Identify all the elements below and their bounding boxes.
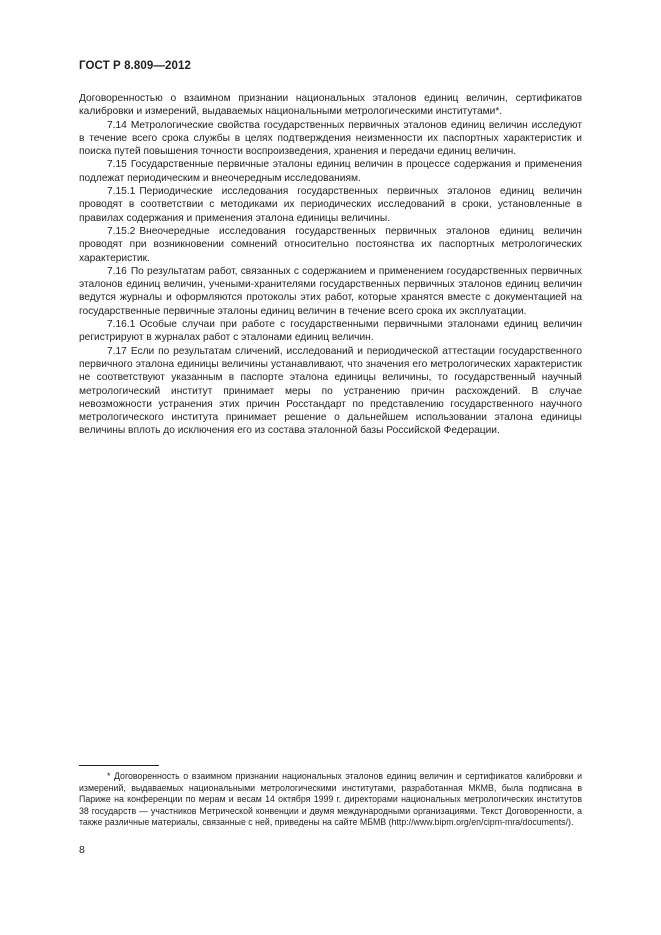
paragraph-7-14	[79, 119, 582, 159]
paragraph-7-16	[79, 265, 582, 318]
paragraph-number: 7.15	[107, 159, 127, 171]
paragraph-text: По результатам работ, связанных с содержанием и применением государственных первичных эталонов единиц величин, учеными-хранителями государственных первичных эталонов единиц величин ведутся журналы и оформляются протоколы этих работ, которые хранятся вместе с документацией на государственные первичные эталоны единиц величин в течение всего срока их эксплуатации.	[79, 265, 582, 317]
paragraph-text: Государственные первичные эталоны единиц величин в процессе содержания и применения подлежат периодическим и внеочередным исследованиям.	[79, 159, 582, 184]
footnote-divider	[79, 765, 159, 766]
paragraph-number: 7.15.2	[107, 225, 136, 237]
paragraph-7-16-1	[79, 318, 582, 345]
document-header: ГОСТ Р 8.809—2012	[79, 60, 191, 72]
paragraph-7-17	[79, 345, 582, 438]
paragraph-text: Договоренностью о взаимном признании национальных эталонов единиц величин, сертификатов калибровки и измерений, выдаваемых национальными метрологическими институтами*.	[79, 93, 582, 118]
paragraph-continuation	[79, 92, 582, 119]
paragraph-number: 7.15.1	[107, 186, 136, 198]
paragraph-number: 7.16.1	[107, 319, 136, 331]
paragraph-number: 7.16	[107, 265, 127, 277]
paragraph-text: Периодические исследования государственных первичных эталонов единиц величин проводят в соответствии с методиками их периодических исследований в сроки, установленные в правилах содержания и применения эталона единицы величины.	[79, 186, 582, 224]
paragraph-number: 7.17	[107, 345, 127, 357]
paragraph-7-15-1	[79, 185, 582, 225]
paragraph-7-15-2	[79, 225, 582, 265]
paragraph-number: 7.14	[107, 119, 127, 131]
paragraph-text: Если по результатам сличений, исследований и периодической аттестации государственного первичного эталона единицы величины устанавливают, что значения его метрологических характеристик не соответствуют указанным в паспорте эталона единицы величины, то государственный научный метрологический институт принимает меры по устранению причин расхождений. В случае невозможности устранения этих причин Росстандарт по представлению государственного научного метрологического института принимает решение о дальнейшем использовании эталона единицы величины вплоть до исключения его из состава эталонной базы Российской Федерации.	[79, 345, 582, 437]
paragraph-text: Метрологические свойства государственных первичных эталонов единиц величин исследуют в течение всего срока службы в целях подтверждения неизменности их паспортных характеристик и поиска путей повышения точности воспроизведения, хранения и передачи единиц величин.	[79, 119, 582, 158]
footnote: * Договоренность о взаимном признании национальных эталонов единиц величин и сертификатов калибровки и измерений, выдаваемых национальными метрологическими институтами, разработанная МКМВ, была подписана в Париже на конференции по мерам и весам 14 октября 1999 г. директорами национальных метрологических институтов 38 государств — участников Метрической конвенции и двумя международными организациями. Текст Договоренности, а также различные материалы, связанные с ней, приведены на сайте МБМВ (http://www.bipm.org/en/cipm-mra/documents/).	[79, 771, 582, 827]
page-number: 8	[79, 844, 85, 856]
paragraph-text: Внеочередные исследования государственных первичных эталонов единиц величин проводят при возникновении сомнений относительно постоянства их паспортных метрологических характеристик.	[79, 225, 582, 264]
document-body	[79, 92, 582, 438]
paragraph-text: Особые случаи при работе с государственными первичными эталонами единиц величин регистрируют в журналах работ с эталонами единиц величин.	[79, 319, 582, 344]
paragraph-7-15	[79, 158, 582, 185]
